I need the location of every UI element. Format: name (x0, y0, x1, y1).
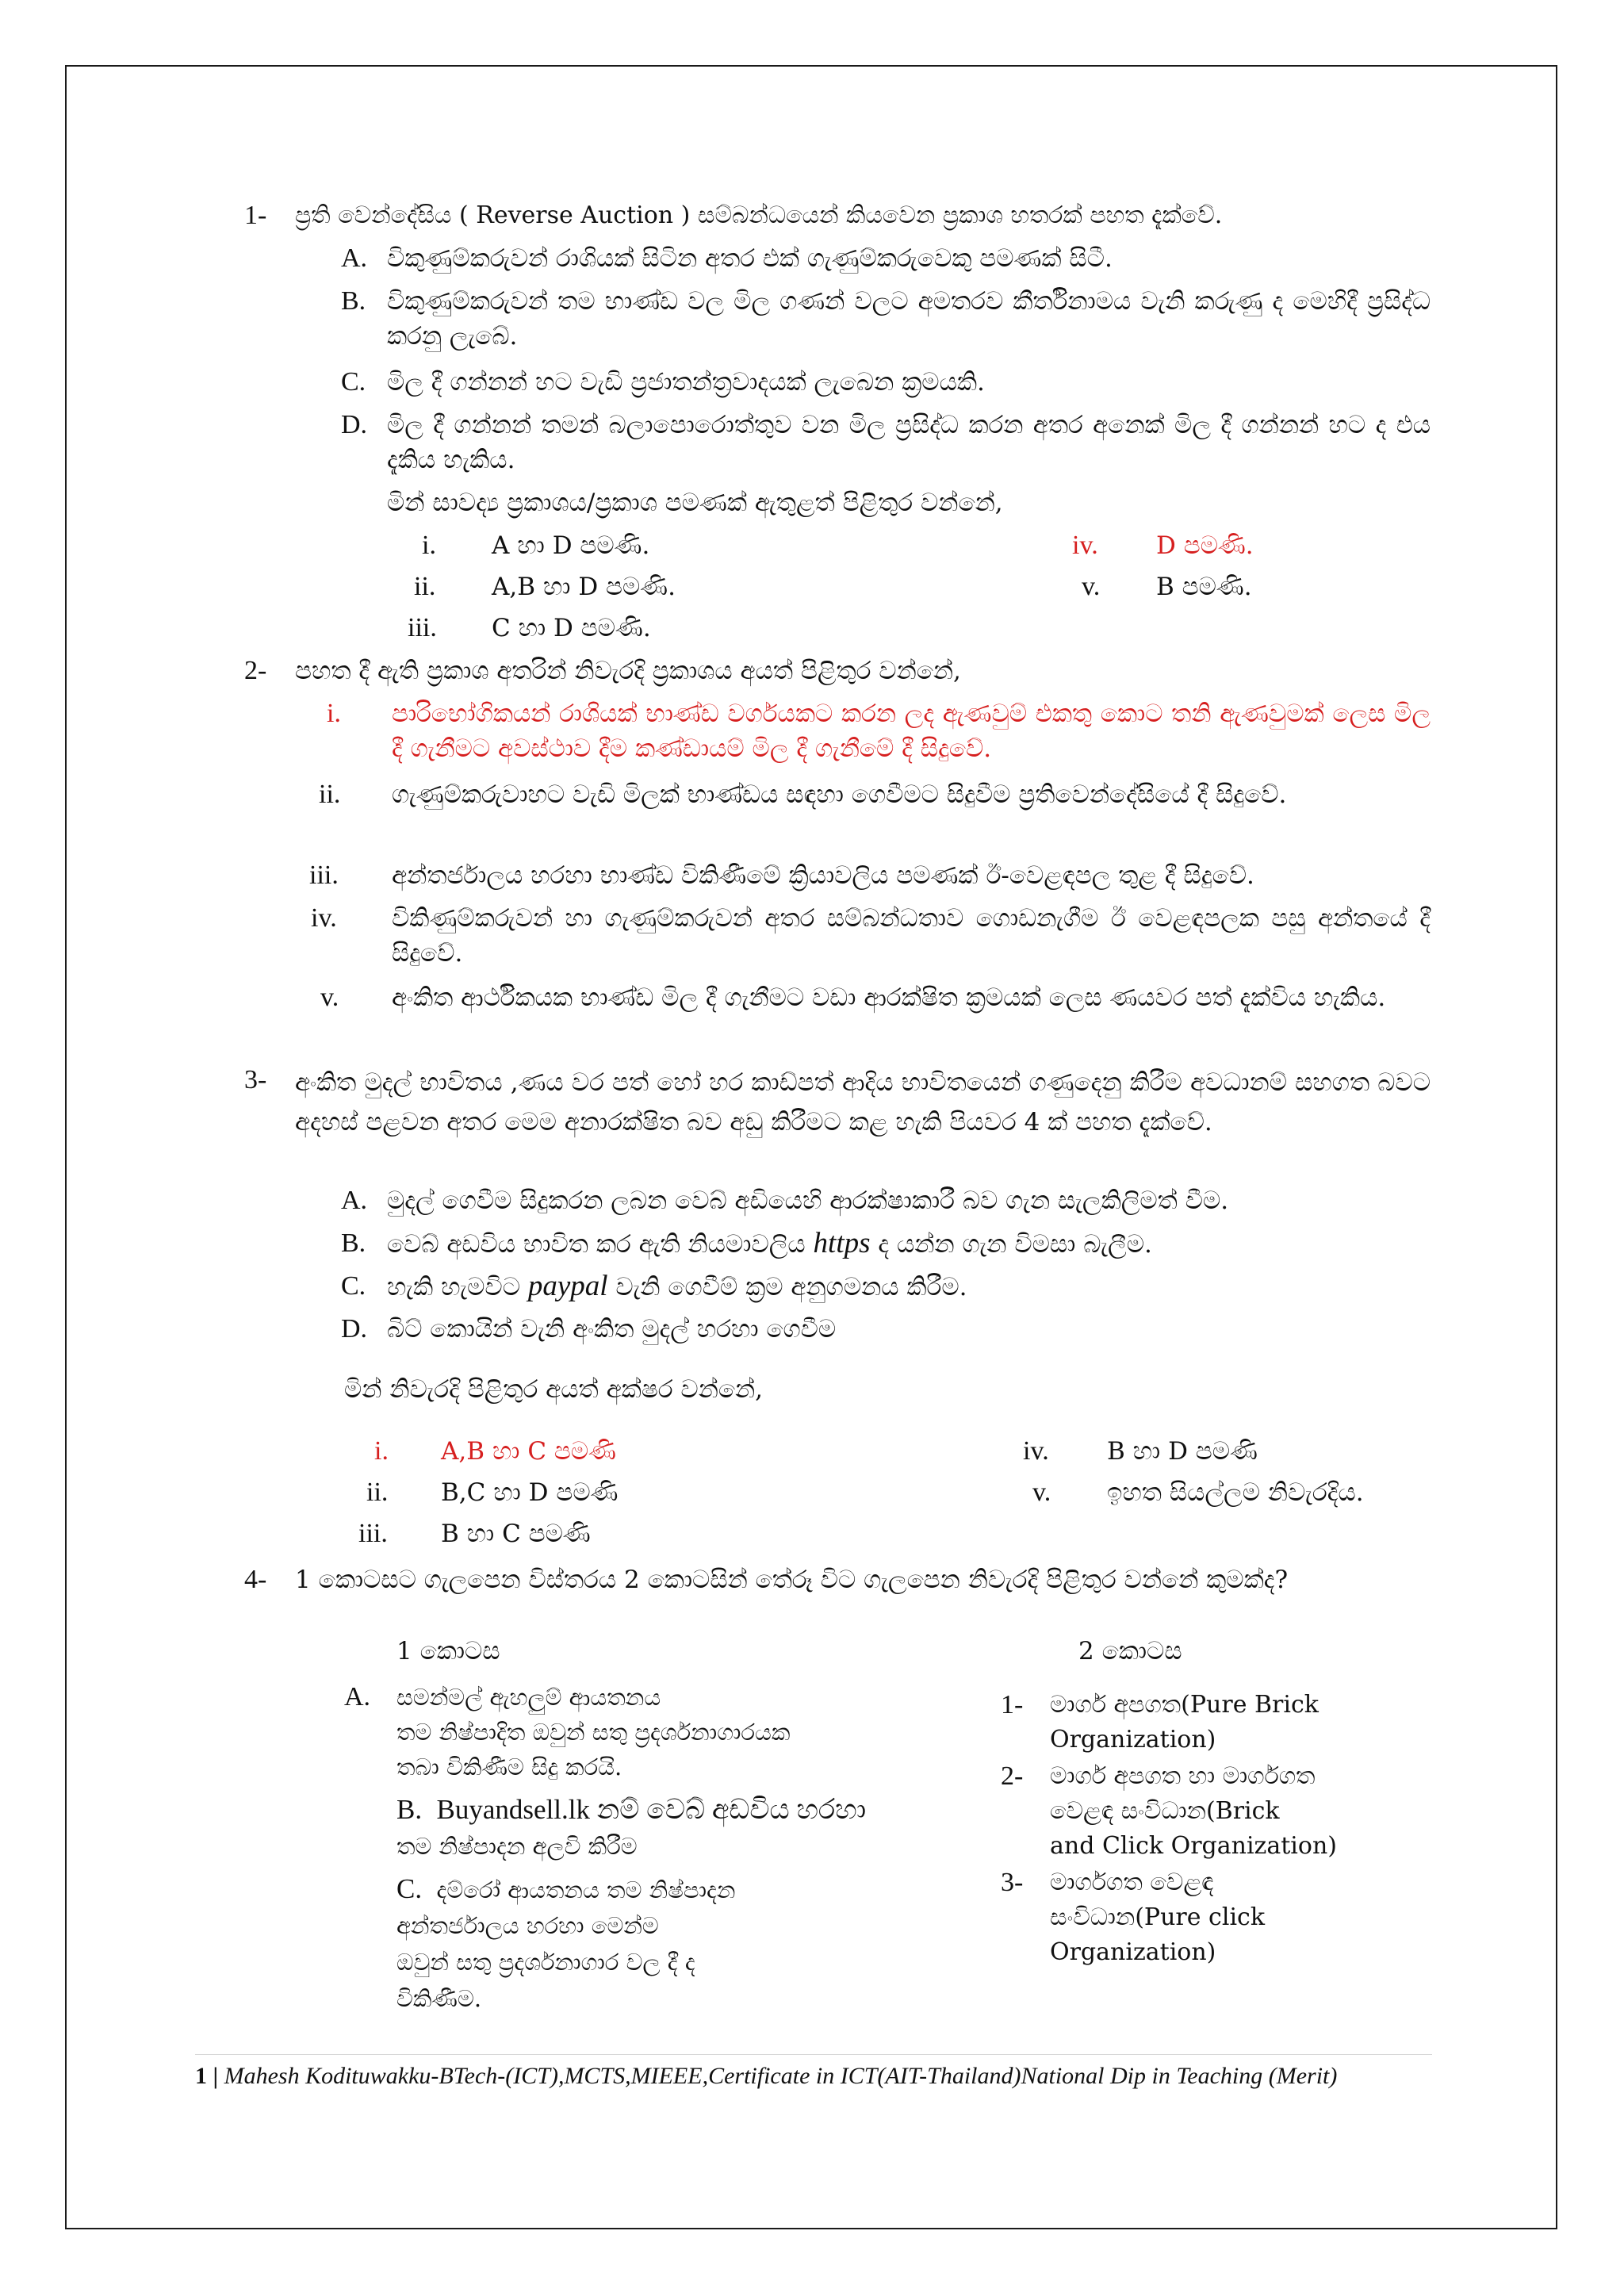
option-text: විකිණුම්කරුවන් හා ගැණුම්කරුවන් අතර සම්බන්ධතාව ගොඩනැගීම ඊ වෙළඳපලක පසු අන්තයේ දී සිදුවේ. (392, 904, 1431, 968)
statement-label: B. (341, 286, 366, 316)
answer-lead: මින් නිවැරදි පිළිතුර අයත් අක්ෂර වන්නේ, (344, 1375, 763, 1404)
match-item-line: අන්තර්ජාලය හරහා මෙන්ම (396, 1912, 659, 1939)
option-label: v. (1082, 572, 1101, 601)
statement-label: A. (341, 243, 368, 273)
question-number: 4- (244, 1565, 267, 1594)
question-stem: 1 කොටසට ගැලපෙන විස්තරය 2 කොටසින් තේරූ විට ගැලපෙන නිවැරදි පිළිතුර වන්නේ කුමක්ද? (295, 1566, 1289, 1594)
question-number: 3- (244, 1065, 267, 1094)
match-item: B. Buyandsell.lk නම් වෙබ් අඩවිය හරහා (396, 1794, 867, 1825)
match-item-line: මාර්ගගත වෙළඳ (1050, 1869, 1214, 1896)
option-text: A හා D පමණි. (492, 531, 650, 560)
option-text: B පමණි. (1156, 573, 1252, 601)
option-text: අන්තර්ජාලය හරහා භාණ්ඩ විකිණීමේ ක්‍රියාවලිය පමණක් ඊ-වෙළඳපල තුළ දී සිදුවේ. (392, 861, 1254, 890)
match-item-line: Organization) (1050, 1938, 1216, 1966)
option-text: A,B හා D පමණි. (492, 573, 676, 601)
match-item-line: සංවිධාන(Pure click (1050, 1903, 1266, 1931)
option-text: B,C හා D පමණි (441, 1478, 619, 1507)
option-label: ii. (366, 1478, 389, 1507)
option-text: ඉහත සියල්ලම නිවැරදිය. (1107, 1478, 1364, 1507)
option-label: i. (422, 531, 436, 560)
option-text-correct: A,B හා C පමණි (441, 1437, 616, 1466)
footer-separator: | (213, 2063, 219, 2089)
statement-text: මිල දී ගන්නන් හට වැඩි ප්‍රජාතන්ත්‍රවාදයක් ලැබෙන ක්‍රමයකි. (387, 368, 985, 397)
option-text: ගැණුම්කරුවාහට වැඩි මිලක් භාණ්ඩය සඳහා ගෙවීමට සිදුවීම ප්‍රතිවෙන්දේසියේ දී සිදුවේ. (392, 780, 1287, 809)
statement-label: D. (341, 1314, 368, 1343)
option-text: B හා C පමණි (441, 1520, 591, 1548)
match-item-label: 2- (1001, 1761, 1024, 1791)
statement-text: බිට් කොයින් වැනි අංකිත මුදල් හරහා ගෙවීම (387, 1315, 837, 1343)
statement-text: මුදල් ගෙවීම සිදුකරන ලබන වෙබ් අඩියෙහි ආරක්ෂාකාරී බව ගැන සැලකිලිමත් වීම. (387, 1186, 1229, 1215)
author-credit: Mahesh Kodituwakku-BTech-(ICT),MCTS,MIEEE,Certificate in ICT(AIT-Thailand)National Dip in Teaching (Merit) (224, 2063, 1338, 2089)
option-label: v. (1032, 1478, 1051, 1507)
page-number: 1 (195, 2063, 207, 2089)
option-label: iii. (408, 613, 437, 642)
match-item: C. දම්රෝ ආයතනය තම නිෂ්පාදන (396, 1873, 736, 1904)
match-item-line: තබා විකිණීම සිදු කරයි. (396, 1754, 622, 1780)
option-label-correct: i. (327, 699, 341, 728)
question-stem: ප්‍රති වෙන්දේසිය ( Reverse Auction ) සම්බන්ධයෙන් කියවෙන ප්‍රකාශ හතරක් පහත දැක්වේ. (295, 201, 1223, 229)
column-1-title: 1 කොටස (396, 1637, 500, 1665)
option-label: iv. (1023, 1436, 1049, 1466)
match-item-line: මාර්ග අපගත හා මාර්ගගත (1050, 1762, 1316, 1790)
statement-text: මිල දී ගන්නන් තමන් බලාපොරොත්තුව වන මිල ප්‍රසිද්ධ කරන අතර අනෙක් මිල දී ගන්නන් හට ද එය දැකිය හැකිය. (387, 411, 1431, 474)
statement-text: හැකි හැමවිට paypal වැනි ගෙවීම් ක්‍රම අනුගමනය කිරීම. (387, 1270, 967, 1302)
match-item-line: විකිණීම. (396, 1985, 482, 2012)
question-number: 2- (244, 656, 267, 685)
match-item-line: and Click Organization) (1050, 1832, 1337, 1860)
question-stem: පහත දී ඇති ප්‍රකාශ අතරින් නිවැරදි ප්‍රකාශය අයත් පිළිතුර වන්නේ, (295, 657, 961, 685)
statement-label: B. (341, 1228, 366, 1258)
option-text-correct: D පමණි. (1156, 531, 1254, 560)
option-label: iv. (311, 903, 337, 933)
match-item-label: A. (344, 1682, 371, 1711)
match-item-line: තම නිෂ්පාදිත ඔවුන් සතු ප්‍රදර්ශනාගාරයක (396, 1719, 791, 1746)
statement-label: C. (341, 1271, 366, 1301)
footer-divider (195, 2054, 1432, 2055)
match-item-label: 1- (1001, 1690, 1024, 1719)
column-2-title: 2 කොටස (1078, 1637, 1182, 1665)
question-number: 1- (244, 201, 267, 230)
option-label-correct: i. (374, 1436, 389, 1466)
match-item-line: තම නිෂ්පාදන අලවි කිරීම (396, 1833, 638, 1860)
option-text: B හා D පමණි (1107, 1437, 1258, 1466)
statement-label: A. (341, 1186, 368, 1215)
option-text-correct: පාරිභෝගිකයන් රාශියක් භාණ්ඩ වර්ගයකට කරන ලද ඇණවුම් එකතු කොට තනි ඇණවුමක් ලෙස මිල දී ගැනීමට අවස්ථාව දීම කණ්ඩායම් මිල දී ගැනීමේ දී සිදුවේ. (392, 700, 1431, 763)
option-text: අංකිත ආර්ථිකයක භාණ්ඩ මිල දී ගැනීමට වඩා ආරක්ෂිත ක්‍රමයක් ලෙස ණයවර පත් දැක්විය හැකිය. (392, 983, 1386, 1012)
match-item-label: 3- (1001, 1868, 1024, 1897)
statement-text: විකුණුම්කරුවන් තම භාණ්ඩ වල මිල ගණන් වලට අමතරව කීර්තිනාමය වැනි කරුණු ද මෙහිදී ප්‍රසිද්ධ කරනු ලැබේ. (387, 287, 1431, 351)
match-item-line: සමන්මල් ඇහලුම් ආයතනය (396, 1684, 661, 1711)
match-item-line: Organization) (1050, 1726, 1216, 1754)
question-stem: අංකිත මුදල් භාවිතය ,ණය වර පත් හෝ හර කාඩ්පත් ආදිය භාවිතයෙන් ගණුදෙනු කිරීම අවධානම් සහගත බවට අදහස් පළවන අතර මෙම අනාරක්ෂිත බව අඩු කිරීමට කළ හැකි පියවර 4 ක් පහත දැක්වේ. (295, 1068, 1431, 1137)
statement-text: වෙබ් අඩවිය භාවිත කර ඇති නියමාවලිය https ද යන්න ගැන විමසා බැලීම. (387, 1227, 1152, 1259)
match-item-line: ඔවුන් සතු ප්‍රදර්ශනාගාර වල දී ද (396, 1949, 695, 1976)
option-label: iii. (358, 1519, 388, 1548)
statement-label: C. (341, 367, 366, 397)
statement-text: විකුණුම්කරුවන් රාශියක් සිටින අතර එක් ගැණුම්කරුවෙකු පමණක් සිටී. (387, 244, 1113, 273)
option-label-correct: iv. (1072, 531, 1098, 560)
option-label: iii. (309, 861, 339, 890)
option-label: ii. (319, 780, 341, 809)
page-footer (195, 2060, 1432, 2092)
statement-label: D. (341, 410, 368, 439)
answer-lead: මින් සාවද්‍ය ප්‍රකාශය/ප්‍රකාශ පමණක් ඇතුළත් පිළිතුර වන්නේ, (387, 489, 1003, 517)
option-label: v. (320, 983, 339, 1012)
match-item-line: මාර්ග අපගත(Pure Brick (1050, 1691, 1319, 1719)
option-text: C හා D පමණි. (492, 614, 651, 642)
option-label: ii. (414, 572, 436, 601)
match-item-line: වෙළඳ සංවිධාන(Brick (1050, 1797, 1280, 1825)
